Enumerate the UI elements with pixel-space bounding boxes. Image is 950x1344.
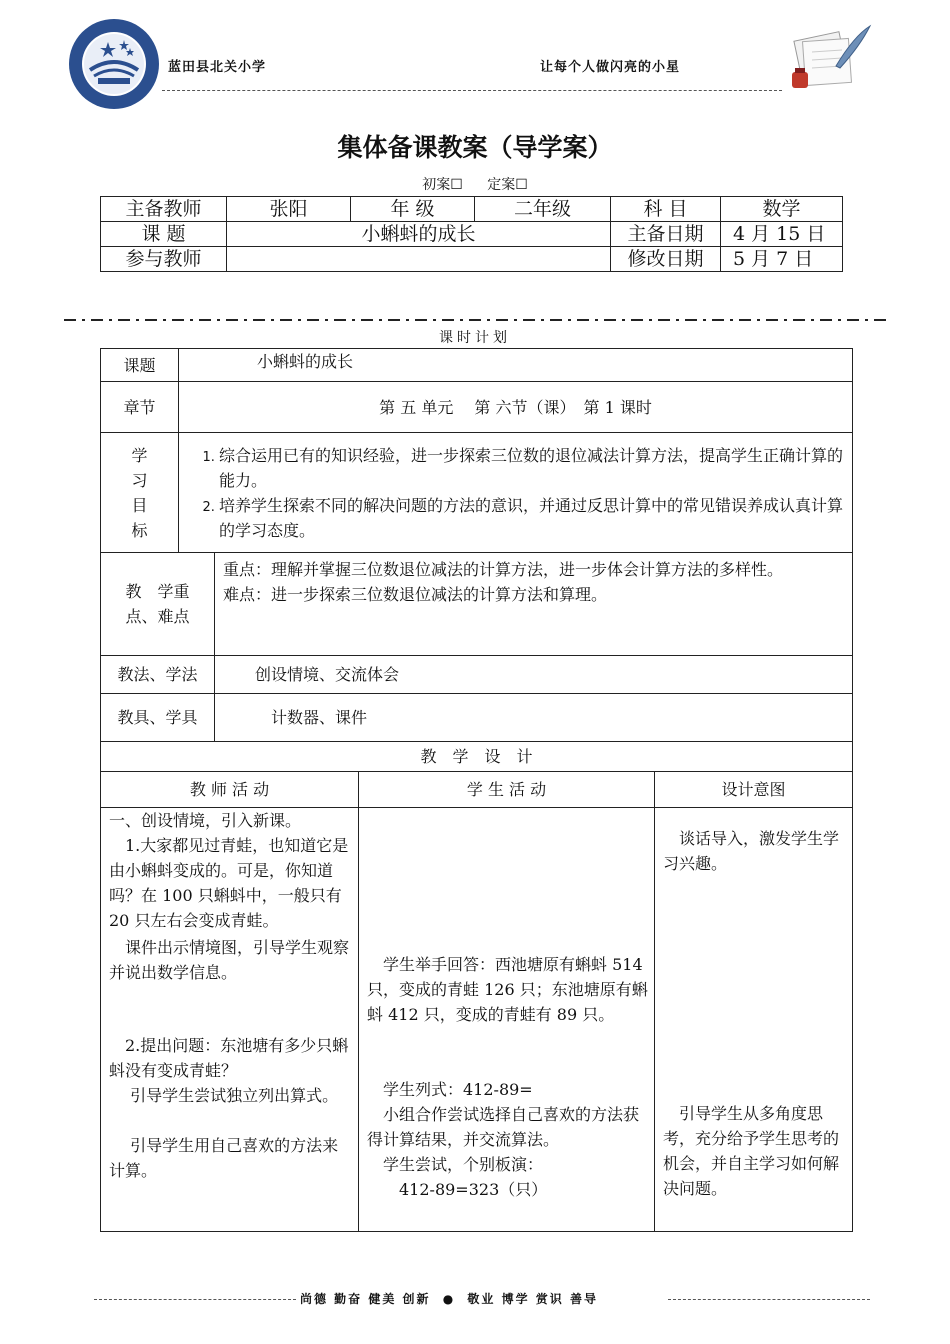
- topic-value: 小蝌蚪的成长: [227, 222, 611, 247]
- quill-ink-icon: [784, 22, 874, 94]
- goals-label: [101, 433, 179, 553]
- goals-list-cell: [179, 433, 853, 553]
- prep-date-value: 4 月 15 日: [721, 222, 843, 247]
- plan-topic-label: 课题: [101, 349, 179, 382]
- header-divider: [162, 90, 782, 91]
- key-difficulty-cell: [215, 553, 853, 656]
- info-table: [100, 196, 843, 272]
- goal-item: 1. 综合运用已有的知识经验，进一步探索三位数的退位减法计算方法，提高学生正确计算的能力。: [219, 443, 846, 493]
- draft-initial-checkbox[interactable]: 初案☐: [422, 177, 463, 193]
- student-activity: 学生尝试，个别板演：: [367, 1155, 544, 1174]
- student-activity-cell: [359, 808, 655, 1232]
- plan-topic-value: 小蝌蚪的成长: [179, 349, 853, 382]
- col-teacher-header: 教 师 活 动: [101, 772, 359, 808]
- design-intent: 引导学生从多角度思考，充分给予学生思考的机会，并自主学习如何解决问题。: [663, 1104, 840, 1198]
- chapter-value: 第 五 单元 第 六节（课） 第 1 课时: [179, 382, 853, 433]
- footer-motto-left: 尚德 勤奋 健美 创新: [300, 1292, 431, 1306]
- school-logo: [68, 18, 160, 110]
- footer-divider-right: [668, 1299, 870, 1300]
- teacher-activity-cell: [101, 808, 359, 1232]
- key-label-line: 教 学重: [125, 582, 190, 601]
- subject-value: 数学: [721, 197, 843, 222]
- student-activity: 学生举手回答：西池塘原有蝌蚪 514 只，变成的青蛙 126 只；东池塘原有蝌蚪 412 只，变成的青蛙有 89 只。: [367, 955, 648, 1024]
- revise-date-value: 5 月 7 日: [721, 247, 843, 272]
- teacher-activity: 引导学生尝试独立列出算式。: [109, 1086, 339, 1105]
- tools-label: 教具、学具: [101, 694, 215, 742]
- teacher-activity: 引导学生用自己喜欢的方法来计算。: [109, 1136, 339, 1180]
- lead-teacher-value: 张阳: [227, 197, 351, 222]
- goals-label-char: 学: [131, 445, 148, 465]
- footer-motto-right: 敬业 博学 赏识 善导: [467, 1292, 598, 1306]
- col-intent-header: 设计意图: [655, 772, 853, 808]
- teacher-activity: 1.大家都见过青蛙，也知道它是由小蝌蚪变成的。可是，你知道吗？在 100 只蝌蚪中，一般只有 20 只左右会变成青蛙。: [109, 836, 349, 930]
- footer-divider-left: [94, 1299, 296, 1300]
- goals-label-char: 标: [131, 520, 148, 540]
- draft-status: [0, 174, 950, 194]
- key-difficulty-label: [101, 553, 215, 656]
- teacher-activity: 2.提出问题：东池塘有多少只蝌蚪没有变成青蛙？: [109, 1036, 349, 1080]
- tools-value: 计数器、课件: [215, 694, 853, 742]
- dash-dot-divider: [64, 318, 890, 322]
- difficulty-point: 难点：进一步探索三位数退位减法的计算方法和算理。: [223, 585, 608, 604]
- goal-item: 2. 培养学生探索不同的解决问题的方法的意识，并通过反思计算中的常见错误养成认真计算的学习态度。: [219, 493, 846, 543]
- grade-value: 二年级: [475, 197, 611, 222]
- school-name: 蓝田县北关小学: [168, 60, 267, 75]
- design-intent: 谈话导入，激发学生学习兴趣。: [663, 829, 840, 873]
- footer-motto: [300, 1290, 598, 1307]
- student-activity: 学生列式：412-89=: [367, 1080, 533, 1099]
- goals-list: [183, 443, 846, 543]
- key-label-line: 点、难点: [125, 607, 190, 626]
- participants-label: 参与教师: [101, 247, 227, 272]
- footer-bullet: ●: [442, 1292, 456, 1306]
- participants-value: [227, 247, 611, 272]
- goals-label-char: 习: [131, 470, 148, 490]
- lesson-plan-table: [100, 348, 853, 1232]
- teacher-activity: 一、创设情境，引入新课。: [109, 811, 302, 830]
- method-label: 教法、学法: [101, 656, 215, 694]
- key-point: 重点：理解并掌握三位数退位减法的计算方法，进一步体会计算方法的多样性。: [223, 560, 784, 579]
- chapter-label: 章节: [101, 382, 179, 433]
- prep-date-label: 主备日期: [611, 222, 721, 247]
- topic-label: 课 题: [101, 222, 227, 247]
- goals-label-char: 目: [131, 495, 148, 515]
- design-heading: 教 学 设 计: [101, 742, 853, 772]
- student-activity: 小组合作尝试选择自己喜欢的方法获得计算结果，并交流算法。: [367, 1105, 640, 1149]
- document-title: 集体备课教案（导学案）: [337, 133, 613, 162]
- method-value: 创设情境、交流体会: [215, 656, 853, 694]
- intent-cell: [655, 808, 853, 1232]
- revise-date-label: 修改日期: [611, 247, 721, 272]
- school-motto: 让每个人做闪亮的小星: [540, 60, 681, 75]
- draft-final-checkbox[interactable]: 定案☐: [487, 177, 528, 193]
- lesson-plan-heading: 课时计划: [439, 330, 511, 346]
- grade-label: 年 级: [351, 197, 475, 222]
- subject-label: 科 目: [611, 197, 721, 222]
- student-activity: 412-89=323（只）: [367, 1180, 548, 1199]
- lead-teacher-label: 主备教师: [101, 197, 227, 222]
- teacher-activity: 课件出示情境图，引导学生观察并说出数学信息。: [109, 938, 350, 982]
- col-student-header: 学 生 活 动: [359, 772, 655, 808]
